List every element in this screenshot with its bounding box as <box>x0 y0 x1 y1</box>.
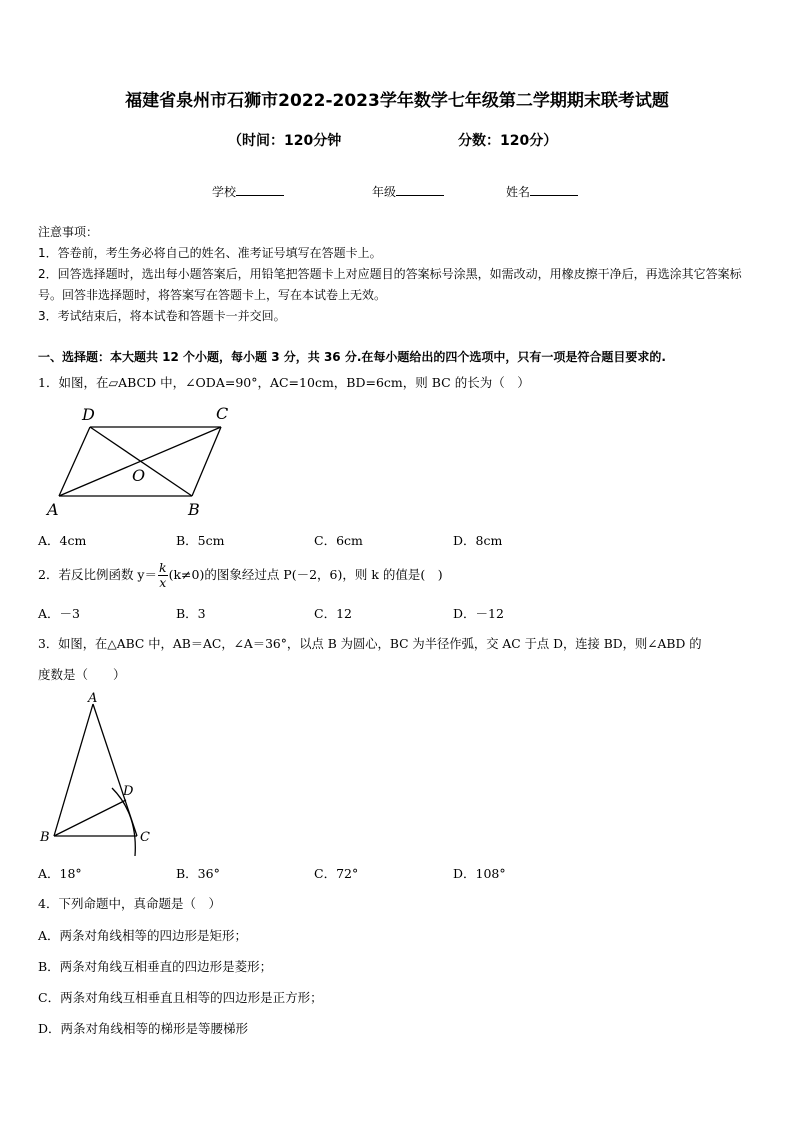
q1-option-b: B．5cm <box>176 533 225 548</box>
school-field <box>212 183 284 200</box>
q2-text-pre: 2．若反比例函数 y＝ <box>38 567 157 582</box>
label-o: O <box>132 466 146 485</box>
school-label: 学校 <box>212 185 237 199</box>
note-item-3: 3．考试结束后，将本试卷和答题卡一并交回。 <box>38 309 286 323</box>
grade-field <box>372 183 444 200</box>
q3-option-d: D．108° <box>453 866 506 881</box>
q4-option-d: D．两条对角线相等的梯形是等腰梯形 <box>38 1021 249 1036</box>
grade-label: 年级 <box>372 185 397 199</box>
q2-text-post: (k≠0)的图象经过点 P(－2，6)，则 k 的值是( ) <box>168 567 443 582</box>
note-item-2: 2．回答选择题时，选出每小题答案后，用铅笔把答题卡上对应题目的答案标号涂黑，如需改动，用橡皮擦干净后，再选涂其它答案标号。回答非选择题时，将答案写在答题卡上，写在本试卷上无效。 <box>38 267 742 302</box>
q4-option-b: B．两条对角线互相垂直的四边形是菱形； <box>38 959 273 974</box>
q4-option-c: C．两条对角线互相垂直且相等的四边形是正方形； <box>38 990 323 1005</box>
q1-parallelogram-figure <box>40 400 240 522</box>
q2-option-a: A．－3 <box>38 606 80 621</box>
q3-option-b: B．36° <box>176 866 220 881</box>
exam-score: 分数：120分） <box>458 133 558 149</box>
q3-text-line2: 度数是（ ） <box>38 667 126 682</box>
label-c: C <box>140 830 150 845</box>
label-d: D <box>123 784 134 799</box>
label-b: B <box>188 500 200 519</box>
label-b: B <box>40 830 50 845</box>
note-item-1: 1．答卷前，考生务必将自己的姓名、准考证号填写在答题卡上。 <box>38 246 382 260</box>
q2-frac-numerator: k <box>159 560 167 575</box>
q4-option-a: A．两条对角线相等的四边形是矩形； <box>38 928 248 943</box>
page-title: 福建省泉州市石狮市2022-2023学年数学七年级第二学期期末联考试题 <box>125 91 669 111</box>
segment-ab <box>54 704 93 836</box>
q2-option-c: C．12 <box>314 606 352 621</box>
q3-option-c: C．72° <box>314 866 359 881</box>
label-d: D <box>82 405 95 424</box>
q3-text-line1: 3．如图，在△ABC 中，AB＝AC，∠A＝36°，以点 B 为圆心，BC 为半径作弧，交 AC 于点 D，连接 BD，则∠ABD 的 <box>38 637 702 651</box>
q1-option-c: C．6cm <box>314 533 363 548</box>
q3-option-a: A．18° <box>38 866 82 881</box>
name-field <box>506 183 578 200</box>
grade-blank <box>396 184 444 196</box>
school-blank <box>236 184 284 196</box>
name-label: 姓名 <box>506 185 531 199</box>
q2-frac-denominator: x <box>159 575 167 590</box>
q1-option-a: A．4cm <box>38 533 87 548</box>
q2-option-b: B．3 <box>176 606 206 621</box>
q1-option-d: D．8cm <box>453 533 503 548</box>
segment-ad <box>59 427 90 496</box>
exam-time: （时间：120分钟 <box>228 133 342 149</box>
section-heading: 一、选择题：本大题共 12 个小题，每小题 3 分，共 36 分.在每小题给出的四个选项中，只有一项是符合题目要求的. <box>38 350 666 364</box>
segment-bd <box>54 800 126 836</box>
q2-text <box>38 558 443 592</box>
q3-triangle-figure <box>34 690 164 860</box>
label-a: A <box>47 500 59 519</box>
q4-text: 4．下列命题中，真命题是（ ） <box>38 896 221 911</box>
notes-heading: 注意事项： <box>38 225 99 239</box>
diagonal-bd <box>90 427 192 496</box>
q2-fraction <box>158 561 168 590</box>
q1-text: 1．如图，在▱ABCD 中，∠ODA=90°，AC=10cm，BD=6cm，则 BC 的长为（ ） <box>38 375 530 390</box>
label-c: C <box>216 404 229 423</box>
notes-block <box>38 222 760 327</box>
q2-option-d: D．－12 <box>453 606 504 621</box>
label-a: A <box>88 691 98 706</box>
name-blank <box>530 184 578 196</box>
